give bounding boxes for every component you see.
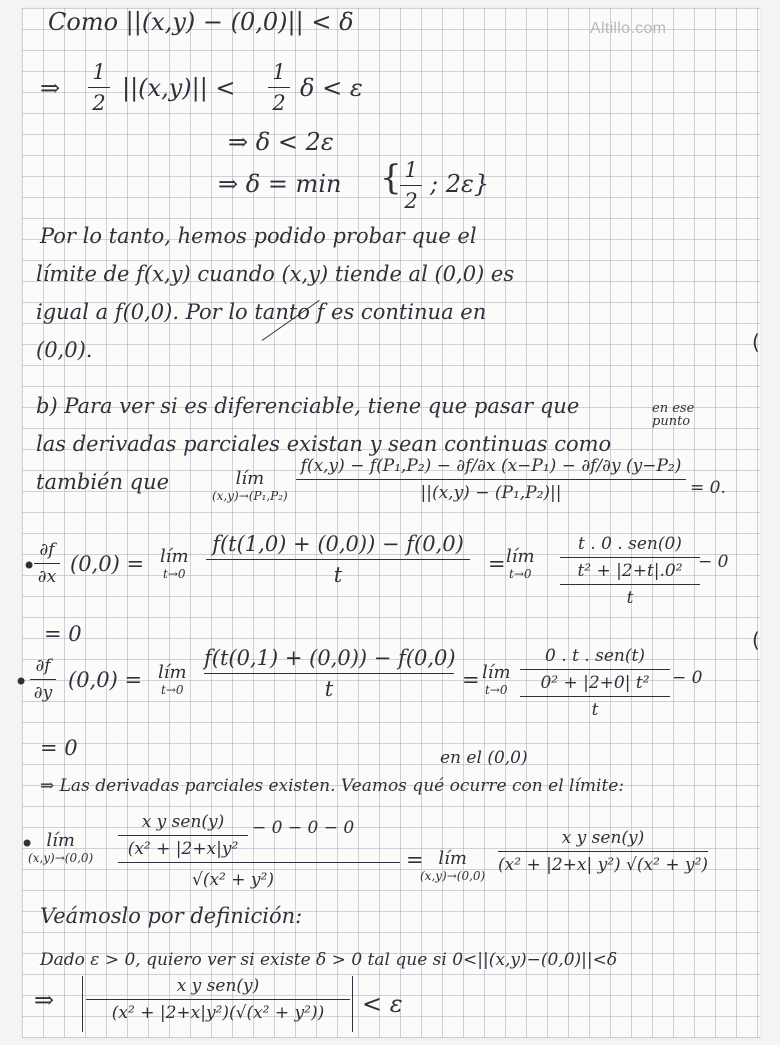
frac-bar <box>206 559 470 560</box>
limit-quotient <box>498 828 708 875</box>
half-fraction-b <box>268 60 290 115</box>
limit-operator <box>28 830 93 865</box>
frac-bar <box>560 584 700 585</box>
frac-den: 2 <box>272 91 286 115</box>
dfdy-tail: − 0 <box>672 668 703 688</box>
partb-insert: en ese punto <box>652 401 695 429</box>
delta-less-eps: δ < ε <box>300 74 363 102</box>
limit-eq: = <box>406 848 424 872</box>
frac-den: t <box>324 677 334 701</box>
frac-num: f(t(1,0) + (0,0)) − f(0,0) <box>212 532 464 556</box>
half-fraction-a <box>88 60 110 115</box>
para1-line2: límite de f(x,y) cuando (x,y) tiende al (0,0) es <box>36 262 515 286</box>
lim-sub: (x,y)→(0,0) <box>28 851 94 865</box>
dfdx-eq: = <box>488 552 506 576</box>
frac-den: 0² + |2+0| t² <box>540 673 650 693</box>
abs-left <box>82 976 83 1032</box>
frac-num: 1 <box>272 60 286 84</box>
dfdx-quotient <box>206 532 470 587</box>
frac-den: (x² + |2+x|y² <box>127 839 239 859</box>
norm-xy: ||(x,y)|| < <box>122 74 236 102</box>
frac-den: 2 <box>92 91 106 115</box>
min-tail: ; 2ε} <box>430 170 490 198</box>
limit-operator <box>482 662 511 697</box>
definition-line: Veámoslo por definición: <box>40 904 303 928</box>
frac-num: x y sen(y) <box>176 976 260 996</box>
watermark: Altillo.com <box>590 20 667 37</box>
frac-bar <box>560 557 700 558</box>
equals-zero: = 0. <box>690 478 726 498</box>
frac-num: x y sen(y) <box>561 828 645 848</box>
limit-operator <box>212 468 288 503</box>
frac-den: ||(x,y) − (P₁,P₂)|| <box>420 483 562 503</box>
lim-word: lím <box>482 662 511 683</box>
frac-den: t <box>626 588 634 608</box>
frac-bar <box>34 563 60 564</box>
frac-den: t <box>591 700 599 720</box>
bullet-dfdx: • <box>22 552 37 580</box>
lim-word: lím <box>438 848 467 869</box>
line-como: Como ||(x,y) − (0,0)|| < δ <box>48 8 354 36</box>
frac-num: 1 <box>404 158 418 182</box>
frac-den: (x² + |2+x| y²) √(x² + y²) <box>498 855 709 875</box>
partb-line1: b) Para ver si es diferenciable, tiene que pasar que <box>36 394 580 418</box>
frac-den: t² + |2+t|.0² <box>577 561 683 581</box>
frac-bar <box>268 87 290 88</box>
dfdy-inner <box>520 646 670 720</box>
frac-num: f(t(0,1) + (0,0)) − f(0,0) <box>204 646 456 670</box>
lim-sub: t→0 <box>163 567 186 581</box>
exist-insert: en el (0,0) <box>440 748 528 768</box>
partb-line2: las derivadas parciales existan y sean continuas como <box>36 432 612 456</box>
partb-line3-lead: también que <box>36 470 170 494</box>
limit-operator <box>506 546 535 581</box>
lim-word: lím <box>46 830 75 851</box>
frac-bar <box>204 673 454 674</box>
line-delta-min: ⇒ δ = min <box>218 170 342 198</box>
lim-sub: t→0 <box>161 683 184 697</box>
dfdy-quotient <box>204 646 454 701</box>
para1-line1: Por lo tanto, hemos podido probar que el <box>40 224 477 248</box>
frac-num: 0 . t . sen(t) <box>545 646 645 666</box>
lim-sub: t→0 <box>509 567 532 581</box>
frac-num: ∂f <box>35 656 51 676</box>
para1-line4: (0,0). <box>36 338 93 362</box>
lim-word: lím <box>235 468 265 489</box>
final-rhs: < ε <box>362 990 403 1018</box>
frac-den: t <box>333 563 343 587</box>
dfdy-result: = 0 <box>40 736 78 760</box>
para1-line3: igual a f(0,0). Por lo tanto f es continua en <box>36 300 487 324</box>
dfdx-inner <box>560 534 700 608</box>
line-delta-2eps: ⇒ δ < 2ε <box>228 128 334 156</box>
lim-sub: (x,y)→(0,0) <box>420 869 486 883</box>
dfdy-eq: = <box>462 668 480 692</box>
exist-line: ⇒ Las derivadas parciales existen. Veamos qué ocurre con el límite: <box>40 776 625 796</box>
frac-den: ∂y <box>33 683 53 703</box>
limit-outer-den: √(x² + y²) <box>192 870 274 890</box>
limit-operator <box>160 546 189 581</box>
frac-den: (x² + |2+x|y²)(√(x² + y²)) <box>111 1003 325 1023</box>
frac-num: 1 <box>92 60 106 84</box>
final-arrow: ⇒ <box>34 986 55 1014</box>
frac-bar <box>400 185 422 186</box>
dfdy-at: (0,0) = <box>68 668 143 692</box>
limit-main-bar <box>118 862 400 863</box>
lim-sub: t→0 <box>485 683 508 697</box>
dfdx-tail: − 0 <box>698 552 729 572</box>
frac-num: ∂f <box>39 540 55 560</box>
abs-right <box>352 976 353 1032</box>
lim-word: lím <box>160 546 189 567</box>
frac-bar <box>296 479 686 480</box>
frac-bar <box>520 669 670 670</box>
frac-bar <box>88 87 110 88</box>
partial-y <box>30 656 56 703</box>
frac-bar <box>498 851 708 852</box>
margin-mark: ( <box>752 330 760 354</box>
bullet-dfdy: • <box>14 668 29 696</box>
partial-x <box>34 540 60 587</box>
frac-den: ∂x <box>37 567 57 587</box>
frac-num: t . 0 . sen(0) <box>578 534 682 554</box>
final-quotient <box>86 976 350 1023</box>
dfdx-result: = 0 <box>44 622 82 646</box>
frac-num: x y sen(y) <box>141 812 225 832</box>
margin-mark: ( <box>752 628 760 652</box>
half-fraction-c <box>400 158 422 213</box>
lim-word: lím <box>158 662 187 683</box>
lim-word: lím <box>506 546 535 567</box>
frac-bar <box>118 835 248 836</box>
brace-open: { <box>380 158 402 198</box>
lim-sub: (x,y)→(P₁,P₂) <box>212 489 288 503</box>
limit-operator <box>420 848 485 883</box>
frac-bar <box>520 696 670 697</box>
diff-quotient <box>296 456 686 503</box>
limit-inner <box>118 812 248 859</box>
dfdx-at: (0,0) = <box>70 552 145 576</box>
implies-arrow: ⇒ <box>40 74 61 102</box>
limit-operator <box>158 662 187 697</box>
frac-den: 2 <box>404 189 418 213</box>
given-line: Dado ε > 0, quiero ver si existe δ > 0 tal que si 0<||(x,y)−(0,0)||<δ <box>40 950 618 970</box>
frac-num: f(x,y) − f(P₁,P₂) − ∂f/∂x (x−P₁) − ∂f/∂y (y−P₂) <box>300 456 682 476</box>
limit-tail: − 0 − 0 − 0 <box>252 818 355 838</box>
frac-bar <box>30 679 56 680</box>
bullet-limit: • <box>20 830 35 858</box>
frac-bar <box>86 999 350 1000</box>
